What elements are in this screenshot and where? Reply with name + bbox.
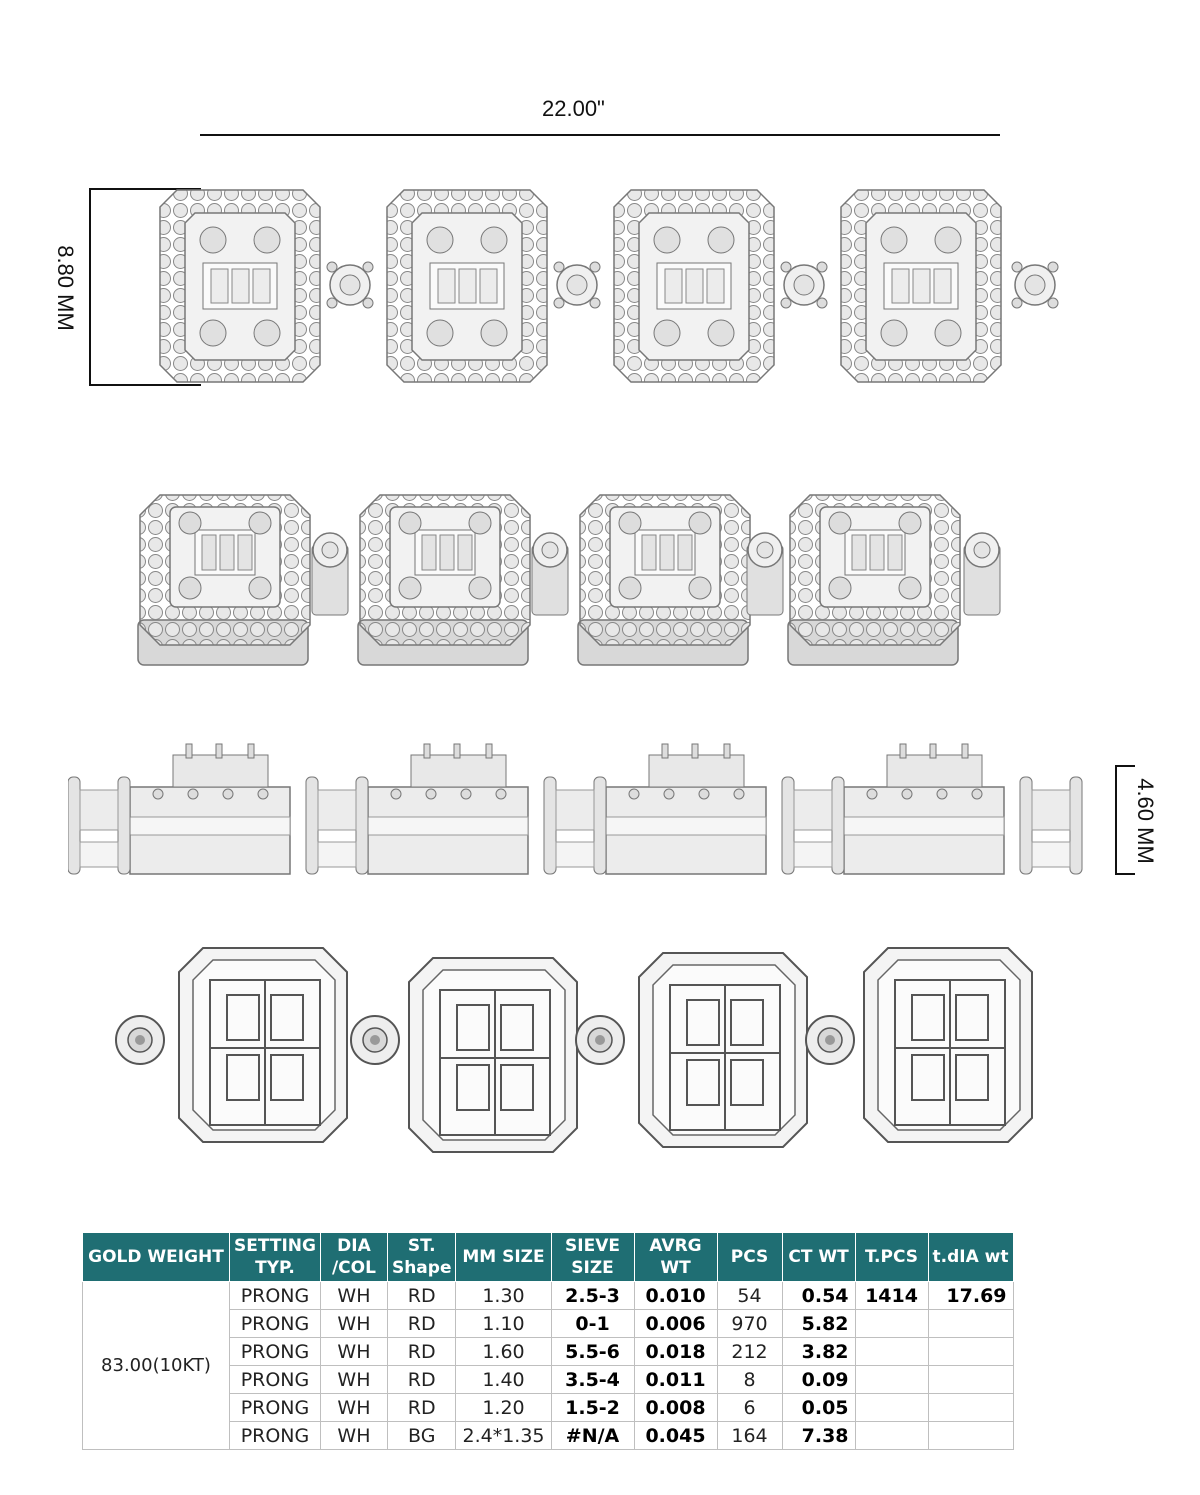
avg-weight-cell: 0.011 <box>634 1366 717 1394</box>
ct-weight-cell: 5.82 <box>782 1310 855 1338</box>
bracelet-side-view <box>68 742 1098 882</box>
total-pcs-cell <box>855 1310 928 1338</box>
sieve-cell: 5.5-6 <box>551 1338 634 1366</box>
table-row <box>83 1282 1014 1310</box>
header-total-dia-weight: t.dIA wt <box>928 1233 1013 1282</box>
total-pcs-cell <box>855 1422 928 1450</box>
color-cell: WH <box>320 1282 387 1310</box>
shape-cell: RD <box>387 1366 456 1394</box>
table-header-row <box>83 1233 1014 1282</box>
header-dia-col: DIA /COL <box>320 1233 387 1282</box>
avg-weight-cell: 0.018 <box>634 1338 717 1366</box>
avg-weight-cell: 0.045 <box>634 1422 717 1450</box>
height-dimension-tick-top <box>1115 765 1135 767</box>
pcs-cell: 164 <box>717 1422 782 1450</box>
setting-cell: PRONG <box>230 1394 321 1422</box>
length-dimension-label: 22.00" <box>542 96 605 121</box>
total-dia-weight-cell <box>928 1394 1013 1422</box>
color-cell: WH <box>320 1422 387 1450</box>
total-dia-weight-cell <box>928 1338 1013 1366</box>
total-dia-weight-cell: 17.69 <box>928 1282 1013 1310</box>
ct-weight-cell: 0.54 <box>782 1282 855 1310</box>
total-pcs-cell <box>855 1338 928 1366</box>
header-ct-weight: CT WT <box>782 1233 855 1282</box>
color-cell: WH <box>320 1394 387 1422</box>
pcs-cell: 6 <box>717 1394 782 1422</box>
header-setting-type: SETTING TYP. <box>230 1233 321 1282</box>
mm-size-cell: 1.40 <box>456 1366 551 1394</box>
total-pcs-cell: 1414 <box>855 1282 928 1310</box>
shape-cell: RD <box>387 1338 456 1366</box>
width-dimension-label: 8.80 MM <box>53 245 78 331</box>
shape-cell: BG <box>387 1422 456 1450</box>
setting-cell: PRONG <box>230 1422 321 1450</box>
color-cell: WH <box>320 1366 387 1394</box>
length-dimension-line <box>200 134 1000 136</box>
total-dia-weight-cell <box>928 1366 1013 1394</box>
header-total-pcs: T.PCS <box>855 1233 928 1282</box>
setting-cell: PRONG <box>230 1338 321 1366</box>
total-dia-weight-cell <box>928 1310 1013 1338</box>
avg-weight-cell: 0.010 <box>634 1282 717 1310</box>
shape-cell: RD <box>387 1310 456 1338</box>
bracelet-top-view <box>150 185 1080 390</box>
sieve-cell: 2.5-3 <box>551 1282 634 1310</box>
mm-size-cell: 1.10 <box>456 1310 551 1338</box>
setting-cell: PRONG <box>230 1310 321 1338</box>
color-cell: WH <box>320 1338 387 1366</box>
mm-size-cell: 1.30 <box>456 1282 551 1310</box>
mm-size-cell: 1.60 <box>456 1338 551 1366</box>
gold-weight-cell: 83.00(10KT) <box>83 1282 230 1450</box>
ct-weight-cell: 0.09 <box>782 1366 855 1394</box>
header-mm-size: MM SIZE <box>456 1233 551 1282</box>
height-dimension-tick-bottom <box>1115 873 1135 875</box>
shape-cell: RD <box>387 1282 456 1310</box>
ct-weight-cell: 7.38 <box>782 1422 855 1450</box>
width-dimension-line <box>89 188 91 386</box>
height-dimension-line <box>1115 765 1117 875</box>
header-gold-weight: GOLD WEIGHT <box>83 1233 230 1282</box>
pcs-cell: 8 <box>717 1366 782 1394</box>
mm-size-cell: 1.20 <box>456 1394 551 1422</box>
sieve-cell: 0-1 <box>551 1310 634 1338</box>
ct-weight-cell: 3.82 <box>782 1338 855 1366</box>
pcs-cell: 54 <box>717 1282 782 1310</box>
total-pcs-cell <box>855 1394 928 1422</box>
sieve-cell: 1.5-2 <box>551 1394 634 1422</box>
sieve-cell: 3.5-4 <box>551 1366 634 1394</box>
mm-size-cell: 2.4*1.35 <box>456 1422 551 1450</box>
bracelet-perspective-view <box>130 480 1030 670</box>
avg-weight-cell: 0.008 <box>634 1394 717 1422</box>
header-sieve-size: SIEVE SIZE <box>551 1233 634 1282</box>
total-dia-weight-cell <box>928 1422 1013 1450</box>
pcs-cell: 212 <box>717 1338 782 1366</box>
header-pcs: PCS <box>717 1233 782 1282</box>
color-cell: WH <box>320 1310 387 1338</box>
avg-weight-cell: 0.006 <box>634 1310 717 1338</box>
sieve-cell: #N/A <box>551 1422 634 1450</box>
bracelet-back-view <box>110 940 1050 1160</box>
ct-weight-cell: 0.05 <box>782 1394 855 1422</box>
setting-cell: PRONG <box>230 1282 321 1310</box>
header-stone-shape: ST. Shape <box>387 1233 456 1282</box>
total-pcs-cell <box>855 1366 928 1394</box>
shape-cell: RD <box>387 1394 456 1422</box>
height-dimension-label: 4.60 MM <box>1133 778 1158 864</box>
header-average-weight: AVRG WT <box>634 1233 717 1282</box>
setting-cell: PRONG <box>230 1366 321 1394</box>
pcs-cell: 970 <box>717 1310 782 1338</box>
specification-table <box>82 1232 1014 1450</box>
